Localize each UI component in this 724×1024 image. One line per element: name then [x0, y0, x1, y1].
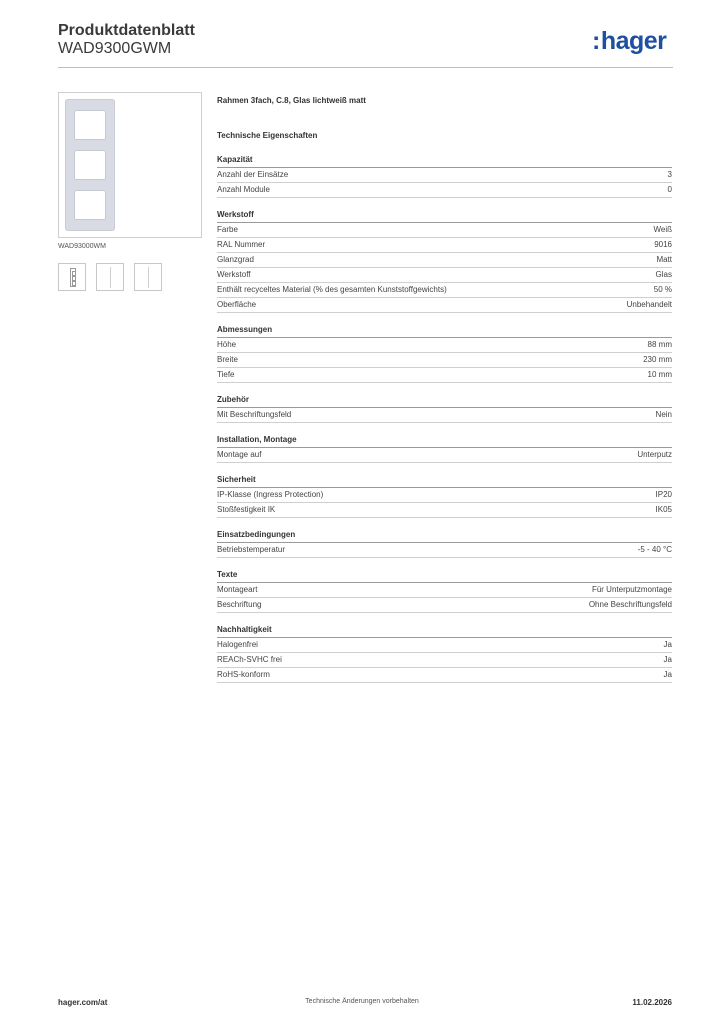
- spec-value: 230 mm: [643, 355, 672, 364]
- spec-row: [217, 448, 672, 463]
- spec-row: [217, 283, 672, 298]
- spec-value: 9016: [654, 240, 672, 249]
- spec-value: 50 %: [653, 285, 672, 294]
- hager-logo: :hager: [592, 27, 667, 55]
- spec-value: Für Unterputzmontage: [591, 585, 672, 594]
- section-heading: Werkstoff: [217, 209, 672, 223]
- spec-value: IK05: [655, 505, 672, 514]
- section-heading: Einsatzbedingungen: [217, 529, 672, 543]
- tech-title: Technische Eigenschaften: [217, 131, 318, 140]
- spec-section: [217, 474, 672, 518]
- spec-row: [217, 223, 672, 238]
- spec-row: [217, 268, 672, 283]
- spec-value: Glas: [655, 270, 672, 279]
- footer-date: 11.02.2026: [632, 998, 672, 1007]
- spec-row: [217, 368, 672, 383]
- thumbnail-side-icon: [110, 267, 111, 288]
- spec-value: Ja: [663, 640, 672, 649]
- spec-row: [217, 253, 672, 268]
- section-heading: Kapazität: [217, 154, 672, 168]
- spec-value: 88 mm: [647, 340, 672, 349]
- footer-note: Technische Änderungen vorbehalten: [305, 998, 419, 1005]
- image-caption: WAD93000WM: [58, 243, 106, 250]
- spec-label: Anzahl Module: [217, 185, 270, 194]
- spec-value: Ja: [663, 670, 672, 679]
- spec-row: [217, 503, 672, 518]
- thumbnail-front[interactable]: [58, 263, 86, 291]
- spec-label: Montage auf: [217, 450, 262, 459]
- section-heading: Zubehör: [217, 394, 672, 408]
- spec-row: [217, 583, 672, 598]
- header-title: Produktdatenblatt: [58, 22, 195, 39]
- header-divider: [58, 67, 673, 68]
- spec-label: IP-Klasse (Ingress Protection): [217, 490, 324, 499]
- spec-label: Beschriftung: [217, 600, 262, 609]
- spec-label: Tiefe: [217, 370, 235, 379]
- spec-label: Enthält recyceltes Material (% des gesamten Kunststoffgewichts): [217, 285, 447, 294]
- spec-label: Oberfläche: [217, 300, 257, 309]
- spec-section: [217, 154, 672, 198]
- spec-label: Farbe: [217, 225, 238, 234]
- spec-value: IP20: [655, 490, 672, 499]
- spec-row: [217, 638, 672, 653]
- spec-value: 10 mm: [647, 370, 672, 379]
- spec-row: [217, 298, 672, 313]
- section-heading: Nachhaltigkeit: [217, 624, 672, 638]
- spec-section: [217, 209, 672, 313]
- spec-label: REACh-SVHC frei: [217, 655, 282, 664]
- spec-value: Ohne Beschriftungsfeld: [588, 600, 672, 609]
- spec-value: Unbehandelt: [626, 300, 672, 309]
- spec-section: [217, 624, 672, 683]
- article-number: WAD9300GWM: [58, 40, 172, 57]
- spec-label: Mit Beschriftungsfeld: [217, 410, 292, 419]
- spec-row: [217, 488, 672, 503]
- spec-row: [217, 598, 672, 613]
- spec-value: Weiß: [653, 225, 672, 234]
- spec-row: [217, 543, 672, 558]
- spec-value: 3: [667, 170, 672, 179]
- spec-row: [217, 668, 672, 683]
- footer-website[interactable]: hager.com/at: [58, 998, 108, 1007]
- spec-row: [217, 408, 672, 423]
- spec-row: [217, 653, 672, 668]
- spec-section: [217, 324, 672, 383]
- thumbnail-back[interactable]: [134, 263, 162, 291]
- spec-section: [217, 394, 672, 423]
- spec-value: -5 - 40 °C: [637, 545, 672, 554]
- spec-section: [217, 434, 672, 463]
- spec-value: Nein: [655, 410, 672, 419]
- thumbnail-frame-icon: [70, 268, 76, 287]
- section-heading: Installation, Montage: [217, 434, 672, 448]
- spec-label: Breite: [217, 355, 238, 364]
- thumbnail-back-icon: [148, 267, 149, 288]
- spec-label: RAL Nummer: [217, 240, 266, 249]
- spec-row: [217, 353, 672, 368]
- product-title: Rahmen 3fach, C.8, Glas lichtweiß matt: [217, 96, 366, 105]
- spec-section: [217, 569, 672, 613]
- product-image: [58, 92, 202, 238]
- frame-illustration: [65, 99, 115, 231]
- spec-label: Anzahl der Einsätze: [217, 170, 289, 179]
- spec-value: Unterputz: [637, 450, 672, 459]
- spec-label: Montageart: [217, 585, 258, 594]
- spec-label: RoHS-konform: [217, 670, 270, 679]
- spec-row: [217, 238, 672, 253]
- spec-label: Werkstoff: [217, 270, 251, 279]
- frame-window: [74, 150, 106, 180]
- spec-label: Betriebstemperatur: [217, 545, 286, 554]
- section-heading: Sicherheit: [217, 474, 672, 488]
- spec-row: [217, 168, 672, 183]
- spec-label: Halogenfrei: [217, 640, 258, 649]
- thumbnail-side[interactable]: [96, 263, 124, 291]
- spec-value: Ja: [663, 655, 672, 664]
- logo-text: hager: [600, 27, 667, 55]
- spec-label: Glanzgrad: [217, 255, 254, 264]
- spec-value: 0: [667, 185, 672, 194]
- spec-value: Matt: [656, 255, 672, 264]
- spec-section: [217, 529, 672, 558]
- spec-label: Stoßfestigkeit IK: [217, 505, 276, 514]
- frame-window: [74, 110, 106, 140]
- section-heading: Abmessungen: [217, 324, 672, 338]
- specification-content: [217, 95, 672, 683]
- spec-row: [217, 183, 672, 198]
- frame-window: [74, 190, 106, 220]
- spec-row: [217, 338, 672, 353]
- spec-label: Höhe: [217, 340, 237, 349]
- section-heading: Texte: [217, 569, 672, 583]
- spec-sections: [217, 154, 672, 683]
